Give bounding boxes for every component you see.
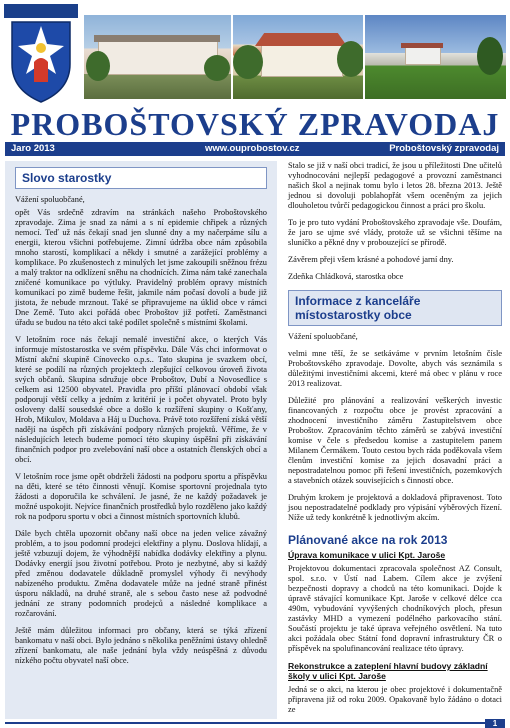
right-column: [284, 161, 506, 719]
item-title: Rekonstrukce a zateplení hlavní budovy základní školy v ulici Kpt. Jaroše: [288, 661, 488, 681]
deputy-heading: Informace z kanceláře místostarostky obce: [288, 290, 502, 326]
mayor-column: [5, 161, 277, 719]
signature: Zdeňka Chládková, starostka obce: [288, 272, 404, 281]
page-number: 1: [485, 719, 505, 728]
page-title: PROBOŠTOVSKÝ ZPRAVODAJ: [10, 106, 500, 142]
planned-actions-heading: Plánované akce na rok 2013: [288, 533, 448, 547]
paragraph: Vážení spoluobčané,: [15, 195, 85, 204]
paragraph: V letošním roce nás čekají nemalé investiční akce, o kterých Vás informuje místostarostka ve svém příspěvku. Dále Vás chci informovat o Místní akční skupině Cínovecko o.p.s.. Tato skupina je svazkem obcí, které se podílí na různých projektech zlepšující celkovou úroveň života svých občanů. Skupina sdružuje obce Proboštov, Dubí a Novosedlice s celkem asi 12500 obyvatel. Pravidla pro příští plánovací období však podporují větší celky a jedním z kritérií je i počet obyvatel. Proto byly osloveny další sousedské obce a došlo k rozšíření skupiny o Košťany, Hrob, Mikulov, Moldava a Háj u Duchova. Právě toto rozšíření získá větší nadějí na úspěch při získávání podpory různých projektů. Věříme, že v následujících letech budeme pomocí této skupiny úspěšní při získávání finančních podpor pro zvelebování naší obce a ostatních členských obcí a obcí.: [15, 335, 267, 464]
paragraph: Projektovou dokumentaci zpracovala společnost AZ Consult, spol. s.r.o. v Ústí nad Labem. Cílem akce je zvýšení bezpečnosti dopravy a chodců na této komunikaci. Dojde k úpravě stávající komunikace Kpt. Jaroše v celkové délce cca 490m, vybudování vyvýšených chodníkových ploch, přesun zastávky MHD a vymezení podélného parkovacího stání. Součástí projektu je také úprava veřejného osvětlení. Na tuto akci požádala obec Státní fond dopravní infrastruktury ČR o příspěvek na spolufinancování realizace této úpravy.: [288, 564, 502, 653]
paragraph: To je pro tuto vydání Proboštovského zpravodaje vše. Doufám, že jaro se ujme své vlády, protože už se všichni těšíme na sluníčko a pěkné dny v probouzející se přírodě.: [288, 218, 502, 247]
issue-bar: [5, 142, 505, 156]
publication-label: Proboštovský zpravodaj: [389, 143, 499, 154]
paragraph: Závěrem přeji všem krásné a pohodové jarní dny.: [288, 255, 454, 264]
mayor-heading: Slovo starostky: [15, 167, 267, 189]
paragraph: Stalo se již v naší obci tradicí, že jsou u příležitosti Dne učitelů vyhodnocováni nejlepší pedagogové a provozní zaměstnanci našich škol a nejinak tomu bylo i letos 28. března 2013. Ještě jednou si dovoluji poblahopřát všem oceněným za jejich dlouholetou tvůrčí pedagogickou činnost a práci pro školu.: [288, 161, 502, 210]
issue-label: Jaro 2013: [11, 143, 55, 154]
paragraph: Dále bych chtěla upozornit občany naší obce na jeden velice závažný problém, a to jsou podomní prodejci elektřiny a plynu. Doslova hlídají, a ještě vzbuzují dojem, že výhodnější nabídka dodávky elektřiny a plynu. Dodávky energií jsou životní potřebou. Proto je nezbytné, aby si každý před změnou dodavatele důkladně promyslel výhody či nevýhody nabízeného produktu. Změna dodavatele může na jedné straně přinést úsporu nákladů, na druhé straně, ale s sebou často nese až podvodné jednání ze strany podomních prodejců a následné komplikace a rozčarování.: [15, 529, 267, 618]
paragraph: Důležité pro plánování a realizování veškerých investic financovaných z rozpočtu obce je provést zpracování a zhodnocení investičního záměru Zastupitelstvem obce Proboštov. Zpracováním těchto záměrů se zabývá investiční komise v čele s předsedou komise a zastupitelem panem Milanem Čermákem. Touto cestou bych ráda poděkovala všem členům investiční komise za jejich dosavadní práci a nepostradatelnou pomoc při řešení investičních, pozemkových a stavebních otázek souvisejících s činností obce.: [288, 396, 502, 485]
paragraph: velmi mne těší, že se setkáváme v prvním letošním čísle Proboštovského zpravodaje. Dovolte, abych vás seznámila s důležitými investičními akcemi, které má obec v plánu v roce 2013 realizovat.: [288, 349, 502, 388]
crest-shield-icon: [4, 4, 78, 104]
item-title: Úprava komunikace v ulici Kpt. Jaroše: [288, 550, 446, 560]
photo-sports-ground: [365, 15, 506, 99]
photo-school-building: [84, 15, 231, 99]
paragraph: Ještě mám důležitou informaci pro občany, která se týká zřízení bankomatu v naší obci. Bylo jednáno s několika peněžními ústavy ohledně zřízení bankomatu, ale naše jednání byla vždy neúspěšná z důvodu nízkého počtu obyvatel naší obce.: [15, 626, 267, 665]
paragraph: Vážení spoluobčané,: [288, 332, 358, 341]
paragraph: Druhým krokem je projektová a dokladová připravenost. Toto jsou nepostradatelné podklady pro výpisání výběrových řízení. Níže už tedy konkrétně k jednotlivým akcím.: [288, 493, 502, 522]
footer-rule: [5, 722, 485, 724]
photo-town-hall: [233, 15, 363, 99]
masthead: [0, 0, 510, 145]
website-link[interactable]: www.ouprobostov.cz: [205, 143, 300, 154]
municipal-crest: [4, 4, 78, 104]
paragraph: Jedná se o akci, na kterou je obec projektové i dokumentačně připravena již od roku 2009. Opakovaně bylo žádáno o dotaci ze: [288, 685, 502, 714]
paragraph: V letošním roce jsme opět obdrželi žádosti na podporu sportu a příspěvku na děti, které se této činnosti věnují. Komise sportovní projednala tyto žádosti a doporučila ke schválení. Je jasné, že ne každý požadavek je možné uspokojit. Nejvíce finančních prostředků bylo rozděleno jako každý rok na podporu sportu v obci a činnost místních sportovních klubů.: [15, 472, 267, 521]
paragraph: opět Vás srdečně zdravím na stránkách našeho Proboštovského zpravodaje. Zima je snad za námi a s ní epidemie chřipek a různých nemocí. Teď už nás čekají snad jen slunné dny a my načerpáme sílu a energii, kterou všichni potřebujeme. Zimní údržba obce nám způsobila mnoho starostí, komplikací a někdy i smutné a zarážející problémy a komplikace. Po zkušenostech z minulých let jsme zakoupili sněžnou frézu a malý traktor na odklízení sněhu na chodnících. Zima nám také zanechala zničené komunikace po výtluky. Pravidelný problém opravy místních komunikací po zimě budeme řešit, jakmile nám počasí dovolí a bude již jistota, že nebude mrznout. Také se připravujeme na úklid obce v rámci Dne Země. Tuto akci pořádá obec Proboštov již potřetí. Zaměstnanci úřadu se budou na této akci také podílet společně s místními školami.: [15, 208, 267, 327]
